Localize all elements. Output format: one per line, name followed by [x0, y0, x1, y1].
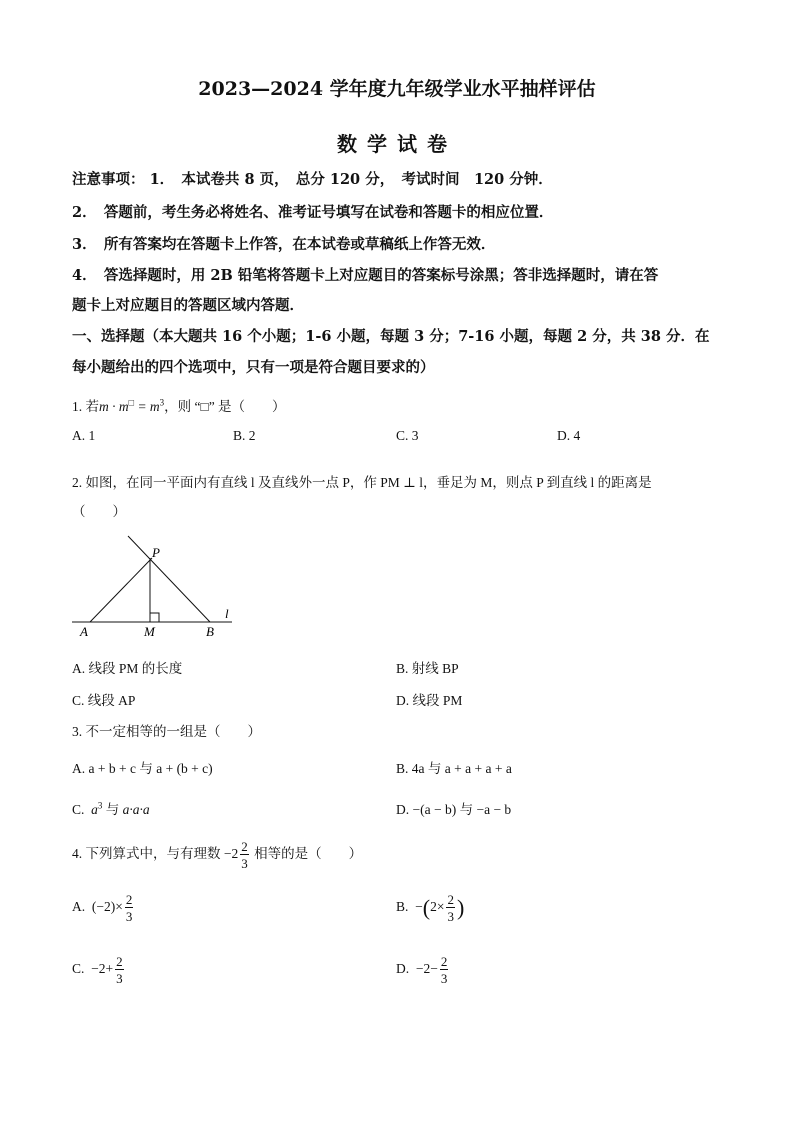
question-1	[72, 395, 286, 415]
q2-option-b: B. 射线 BP	[396, 661, 459, 676]
q3-option-c-expr: $a^3$	[91, 800, 103, 817]
notes-label: 注意事项：	[72, 171, 145, 188]
question-3: 3. 不一定相等的一组是（ ）	[72, 724, 261, 739]
section-heading-line-2: 每小题给出的四个选项中，只有一项是符合题目要求的）	[72, 359, 435, 376]
q3-option-c: C. $a^3$ 与 a·a·a	[72, 800, 150, 817]
q4-option-b-label: B.	[396, 899, 409, 915]
q1-option-d: D. 4	[557, 428, 581, 443]
q2-figure	[60, 528, 250, 646]
q1-option-c: C. 3	[396, 428, 419, 443]
q3-option-b: B. 4a 与 a + a + a + a	[396, 761, 512, 776]
q4-option-b	[396, 893, 464, 923]
q1-formula: $m \cdot m^□ = m^3$	[99, 397, 165, 414]
q4-option-c-expr: −2+ $\frac{2}{3}$	[91, 954, 123, 986]
label-a: A	[80, 624, 88, 639]
q1-option-b: B. 2	[233, 428, 256, 443]
note-item-2: 2． 答题前，考生务必将姓名、准考证号填写在试卷和答题卡的相应位置．	[72, 204, 554, 221]
exam-subtitle: 数学试卷	[337, 132, 457, 156]
exam-title: 2023—2024 学年度九年级学业水平抽样评估	[198, 78, 596, 100]
q4-option-c-label: C.	[72, 961, 85, 977]
ray-bp	[128, 536, 210, 622]
q4-stem-pre: 4. 下列算式中，与有理数	[72, 846, 221, 862]
q2-option-a: A. 线段 PM 的长度	[72, 661, 183, 676]
q4-option-a	[72, 893, 135, 923]
note-item-1: 1． 本试卷共 8 页， 总分 120 分， 考试时间 120 分钟．	[149, 171, 553, 188]
label-l: l	[225, 606, 229, 621]
notes-line-1	[72, 168, 553, 189]
label-b: B	[206, 624, 214, 639]
q3-option-a: A. a + b + c 与 a + (b + c)	[72, 761, 213, 776]
q2-option-c: C. 线段 AP	[72, 693, 136, 708]
q4-option-d-expr: −2− $\frac{2}{3}$	[415, 954, 448, 986]
q4-option-a-label: A.	[72, 899, 86, 915]
q1-suffix: ，则 “□” 是（ ）	[164, 399, 286, 414]
q3-option-d: D. −(a − b) 与 −a − b	[396, 802, 512, 817]
q1-prefix: 1. 若	[72, 399, 99, 414]
note-item-4: 4． 答选择题时，用 2B 铅笔将答题卡上对应题目的答案标号涂黑；答非选择题时，请在答	[72, 267, 659, 284]
q3-option-c-label: C.	[72, 802, 85, 817]
q4-mixed-number: −2 $\frac{2}{3}$	[223, 839, 248, 871]
segment-ap	[90, 558, 152, 622]
q3-option-c-product: a·a·a	[122, 802, 150, 817]
note-item-3: 3． 所有答案均在答题卡上作答，在本试卷或草稿纸上作答无效．	[72, 236, 496, 253]
q1-option-a: A. 1	[72, 428, 96, 443]
question-4	[72, 840, 362, 870]
right-angle-mark	[150, 613, 159, 622]
q4-option-d	[396, 955, 450, 985]
question-2-line-1: 2. 如图，在同一平面内有直线 l 及直线外一点 P，作 PM ⊥ l，垂足为 M，则点 P 到直线 l 的距离是	[72, 475, 652, 490]
note-item-4-cont: 题卡上对应题目的答题区域内答题．	[72, 297, 304, 314]
question-2-line-2: （ ）	[72, 504, 126, 519]
q4-option-c	[72, 955, 126, 985]
q4-stem-post: 相等的是（ ）	[254, 846, 363, 862]
q4-option-b-expr: −(2× $\frac{2}{3}$ )	[415, 892, 465, 924]
label-p: P	[152, 545, 160, 560]
section-heading-line-1: 一、选择题（本大题共 16 个小题；1-6 小题，每题 3 分；7-16 小题，每题 2 分，共 38 分．在	[72, 328, 710, 345]
label-m: M	[144, 624, 155, 639]
q2-option-d: D. 线段 PM	[396, 693, 463, 708]
q4-option-a-expr: (−2)× $\frac{2}{3}$	[91, 892, 133, 924]
q4-option-d-label: D.	[396, 961, 410, 977]
